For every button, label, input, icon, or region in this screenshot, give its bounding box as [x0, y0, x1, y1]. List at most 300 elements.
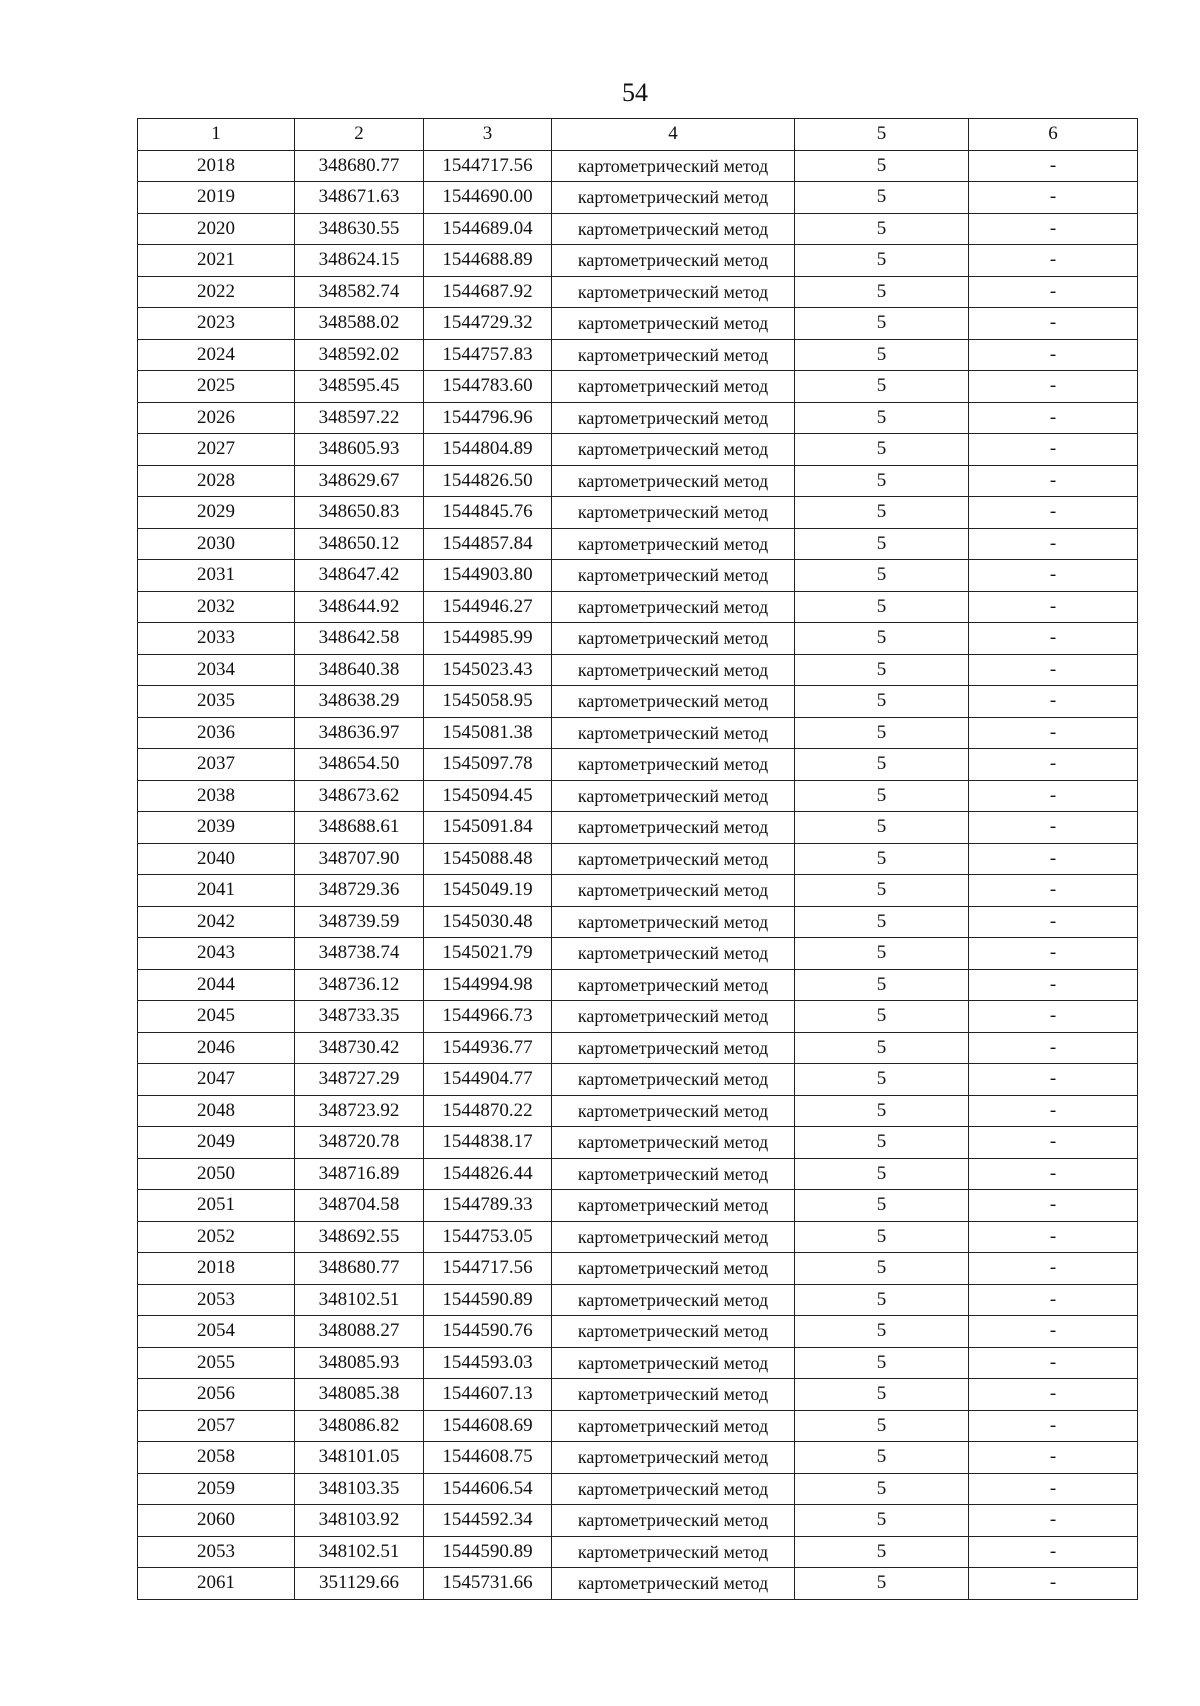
point-number-cell: 2044 — [138, 969, 295, 1001]
accuracy-cell: 5 — [795, 780, 969, 812]
note-cell: - — [969, 1473, 1138, 1505]
table-row — [138, 969, 1138, 1001]
accuracy-cell: 5 — [795, 654, 969, 686]
accuracy-cell: 5 — [795, 1410, 969, 1442]
point-number-cell: 2060 — [138, 1505, 295, 1537]
note-cell: - — [969, 875, 1138, 907]
x-coordinate-cell: 348650.83 — [295, 497, 424, 529]
method-cell: картометрический метод — [552, 1190, 795, 1222]
y-coordinate-cell: 1544607.13 — [424, 1379, 552, 1411]
accuracy-cell: 5 — [795, 1190, 969, 1222]
table-row — [138, 1001, 1138, 1033]
point-number-cell: 2040 — [138, 843, 295, 875]
table-row — [138, 1190, 1138, 1222]
note-cell: - — [969, 276, 1138, 308]
y-coordinate-cell: 1544936.77 — [424, 1032, 552, 1064]
x-coordinate-cell: 348680.77 — [295, 1253, 424, 1285]
table-row — [138, 591, 1138, 623]
table-row — [138, 654, 1138, 686]
x-coordinate-cell: 348640.38 — [295, 654, 424, 686]
table-row — [138, 1158, 1138, 1190]
y-coordinate-cell: 1545021.79 — [424, 938, 552, 970]
table-row — [138, 402, 1138, 434]
note-cell: - — [969, 1064, 1138, 1096]
table-row — [138, 1127, 1138, 1159]
accuracy-cell: 5 — [795, 906, 969, 938]
accuracy-cell: 5 — [795, 213, 969, 245]
table-row — [138, 780, 1138, 812]
point-number-cell: 2022 — [138, 276, 295, 308]
header-cell-4: 4 — [552, 119, 795, 151]
page-number: 54 — [622, 78, 648, 107]
method-cell: картометрический метод — [552, 1505, 795, 1537]
method-cell: картометрический метод — [552, 434, 795, 466]
y-coordinate-cell: 1544857.84 — [424, 528, 552, 560]
header-cell-5: 5 — [795, 119, 969, 151]
point-number-cell: 2061 — [138, 1568, 295, 1600]
x-coordinate-cell: 348688.61 — [295, 812, 424, 844]
accuracy-cell: 5 — [795, 1221, 969, 1253]
y-coordinate-cell: 1544946.27 — [424, 591, 552, 623]
x-coordinate-cell: 348729.36 — [295, 875, 424, 907]
accuracy-cell: 5 — [795, 1505, 969, 1537]
note-cell: - — [969, 812, 1138, 844]
note-cell: - — [969, 1442, 1138, 1474]
accuracy-cell: 5 — [795, 1442, 969, 1474]
x-coordinate-cell: 348086.82 — [295, 1410, 424, 1442]
table-row — [138, 938, 1138, 970]
x-coordinate-cell: 348630.55 — [295, 213, 424, 245]
accuracy-cell: 5 — [795, 1379, 969, 1411]
y-coordinate-cell: 1544717.56 — [424, 1253, 552, 1285]
point-number-cell: 2048 — [138, 1095, 295, 1127]
note-cell: - — [969, 339, 1138, 371]
x-coordinate-cell: 348644.92 — [295, 591, 424, 623]
accuracy-cell: 5 — [795, 1347, 969, 1379]
note-cell: - — [969, 1253, 1138, 1285]
y-coordinate-cell: 1544903.80 — [424, 560, 552, 592]
note-cell: - — [969, 1536, 1138, 1568]
note-cell: - — [969, 150, 1138, 182]
point-number-cell: 2050 — [138, 1158, 295, 1190]
point-number-cell: 2038 — [138, 780, 295, 812]
note-cell: - — [969, 402, 1138, 434]
method-cell: картометрический метод — [552, 749, 795, 781]
y-coordinate-cell: 1544966.73 — [424, 1001, 552, 1033]
y-coordinate-cell: 1544717.56 — [424, 150, 552, 182]
point-number-cell: 2034 — [138, 654, 295, 686]
method-cell: картометрический метод — [552, 938, 795, 970]
y-coordinate-cell: 1544904.77 — [424, 1064, 552, 1096]
x-coordinate-cell: 348671.63 — [295, 182, 424, 214]
x-coordinate-cell: 348102.51 — [295, 1284, 424, 1316]
x-coordinate-cell: 348629.67 — [295, 465, 424, 497]
table-row — [138, 843, 1138, 875]
table-row — [138, 1442, 1138, 1474]
x-coordinate-cell: 348595.45 — [295, 371, 424, 403]
x-coordinate-cell: 348692.55 — [295, 1221, 424, 1253]
point-number-cell: 2018 — [138, 150, 295, 182]
note-cell: - — [969, 1095, 1138, 1127]
point-number-cell: 2033 — [138, 623, 295, 655]
y-coordinate-cell: 1545088.48 — [424, 843, 552, 875]
y-coordinate-cell: 1544796.96 — [424, 402, 552, 434]
method-cell: картометрический метод — [552, 1347, 795, 1379]
accuracy-cell: 5 — [795, 938, 969, 970]
accuracy-cell: 5 — [795, 150, 969, 182]
point-number-cell: 2043 — [138, 938, 295, 970]
note-cell: - — [969, 371, 1138, 403]
point-number-cell: 2029 — [138, 497, 295, 529]
point-number-cell: 2035 — [138, 686, 295, 718]
accuracy-cell: 5 — [795, 497, 969, 529]
accuracy-cell: 5 — [795, 1536, 969, 1568]
accuracy-cell: 5 — [795, 308, 969, 340]
table-row — [138, 1316, 1138, 1348]
method-cell: картометрический метод — [552, 780, 795, 812]
x-coordinate-cell: 348642.58 — [295, 623, 424, 655]
point-number-cell: 2045 — [138, 1001, 295, 1033]
method-cell: картометрический метод — [552, 1473, 795, 1505]
table-row — [138, 1253, 1138, 1285]
y-coordinate-cell: 1545058.95 — [424, 686, 552, 718]
point-number-cell: 2020 — [138, 213, 295, 245]
method-cell: картометрический метод — [552, 1221, 795, 1253]
method-cell: картометрический метод — [552, 528, 795, 560]
y-coordinate-cell: 1544789.33 — [424, 1190, 552, 1222]
accuracy-cell: 5 — [795, 1158, 969, 1190]
table-row — [138, 875, 1138, 907]
note-cell: - — [969, 654, 1138, 686]
table-row — [138, 623, 1138, 655]
note-cell: - — [969, 1001, 1138, 1033]
method-cell: картометрический метод — [552, 654, 795, 686]
note-cell: - — [969, 1284, 1138, 1316]
point-number-cell: 2053 — [138, 1284, 295, 1316]
point-number-cell: 2031 — [138, 560, 295, 592]
method-cell: картометрический метод — [552, 1001, 795, 1033]
point-number-cell: 2037 — [138, 749, 295, 781]
accuracy-cell: 5 — [795, 434, 969, 466]
table-row — [138, 371, 1138, 403]
x-coordinate-cell: 348597.22 — [295, 402, 424, 434]
method-cell: картометрический метод — [552, 182, 795, 214]
point-number-cell: 2051 — [138, 1190, 295, 1222]
table-row — [138, 339, 1138, 371]
y-coordinate-cell: 1545091.84 — [424, 812, 552, 844]
table-row — [138, 1379, 1138, 1411]
x-coordinate-cell: 348720.78 — [295, 1127, 424, 1159]
accuracy-cell: 5 — [795, 245, 969, 277]
accuracy-cell: 5 — [795, 591, 969, 623]
y-coordinate-cell: 1544826.44 — [424, 1158, 552, 1190]
table-row — [138, 560, 1138, 592]
table-row — [138, 213, 1138, 245]
point-number-cell: 2041 — [138, 875, 295, 907]
y-coordinate-cell: 1544985.99 — [424, 623, 552, 655]
table-row — [138, 434, 1138, 466]
point-number-cell: 2024 — [138, 339, 295, 371]
method-cell: картометрический метод — [552, 591, 795, 623]
method-cell: картометрический метод — [552, 1158, 795, 1190]
point-number-cell: 2036 — [138, 717, 295, 749]
x-coordinate-cell: 348650.12 — [295, 528, 424, 560]
point-number-cell: 2042 — [138, 906, 295, 938]
header-cell-3: 3 — [424, 119, 552, 151]
x-coordinate-cell: 348582.74 — [295, 276, 424, 308]
accuracy-cell: 5 — [795, 528, 969, 560]
y-coordinate-cell: 1544687.92 — [424, 276, 552, 308]
y-coordinate-cell: 1544608.69 — [424, 1410, 552, 1442]
note-cell: - — [969, 245, 1138, 277]
point-number-cell: 2026 — [138, 402, 295, 434]
header-cell-6: 6 — [969, 119, 1138, 151]
table-body — [138, 150, 1138, 1599]
method-cell: картометрический метод — [552, 1284, 795, 1316]
point-number-cell: 2057 — [138, 1410, 295, 1442]
method-cell: картометрический метод — [552, 497, 795, 529]
accuracy-cell: 5 — [795, 276, 969, 308]
note-cell: - — [969, 560, 1138, 592]
y-coordinate-cell: 1544592.34 — [424, 1505, 552, 1537]
accuracy-cell: 5 — [795, 182, 969, 214]
y-coordinate-cell: 1545081.38 — [424, 717, 552, 749]
accuracy-cell: 5 — [795, 371, 969, 403]
table-row — [138, 1284, 1138, 1316]
accuracy-cell: 5 — [795, 1095, 969, 1127]
note-cell: - — [969, 1347, 1138, 1379]
y-coordinate-cell: 1544688.89 — [424, 245, 552, 277]
point-number-cell: 2027 — [138, 434, 295, 466]
y-coordinate-cell: 1545097.78 — [424, 749, 552, 781]
y-coordinate-cell: 1545731.66 — [424, 1568, 552, 1600]
point-number-cell: 2018 — [138, 1253, 295, 1285]
y-coordinate-cell: 1544590.89 — [424, 1536, 552, 1568]
table-row — [138, 182, 1138, 214]
table-row — [138, 308, 1138, 340]
point-number-cell: 2019 — [138, 182, 295, 214]
x-coordinate-cell: 348624.15 — [295, 245, 424, 277]
table-row — [138, 1221, 1138, 1253]
method-cell: картометрический метод — [552, 686, 795, 718]
accuracy-cell: 5 — [795, 843, 969, 875]
point-number-cell: 2049 — [138, 1127, 295, 1159]
x-coordinate-cell: 348739.59 — [295, 906, 424, 938]
x-coordinate-cell: 348727.29 — [295, 1064, 424, 1096]
method-cell: картометрический метод — [552, 1032, 795, 1064]
method-cell: картометрический метод — [552, 969, 795, 1001]
note-cell: - — [969, 780, 1138, 812]
note-cell: - — [969, 749, 1138, 781]
note-cell: - — [969, 1221, 1138, 1253]
x-coordinate-cell: 348101.05 — [295, 1442, 424, 1474]
x-coordinate-cell: 348723.92 — [295, 1095, 424, 1127]
method-cell: картометрический метод — [552, 843, 795, 875]
x-coordinate-cell: 348605.93 — [295, 434, 424, 466]
accuracy-cell: 5 — [795, 560, 969, 592]
accuracy-cell: 5 — [795, 465, 969, 497]
x-coordinate-cell: 348704.58 — [295, 1190, 424, 1222]
y-coordinate-cell: 1544690.00 — [424, 182, 552, 214]
point-number-cell: 2023 — [138, 308, 295, 340]
y-coordinate-cell: 1544757.83 — [424, 339, 552, 371]
note-cell: - — [969, 213, 1138, 245]
method-cell: картометрический метод — [552, 812, 795, 844]
x-coordinate-cell: 351129.66 — [295, 1568, 424, 1600]
point-number-cell: 2056 — [138, 1379, 295, 1411]
header-row — [138, 119, 1138, 151]
accuracy-cell: 5 — [795, 402, 969, 434]
method-cell: картометрический метод — [552, 1410, 795, 1442]
table-row — [138, 749, 1138, 781]
method-cell: картометрический метод — [552, 1064, 795, 1096]
point-number-cell: 2053 — [138, 1536, 295, 1568]
accuracy-cell: 5 — [795, 339, 969, 371]
note-cell: - — [969, 1568, 1138, 1600]
table-row — [138, 1505, 1138, 1537]
x-coordinate-cell: 348085.38 — [295, 1379, 424, 1411]
y-coordinate-cell: 1544590.76 — [424, 1316, 552, 1348]
y-coordinate-cell: 1544689.04 — [424, 213, 552, 245]
table-row — [138, 1536, 1138, 1568]
table-row — [138, 717, 1138, 749]
table-row — [138, 150, 1138, 182]
table-row — [138, 276, 1138, 308]
coordinates-table — [137, 118, 1138, 1600]
table-row — [138, 906, 1138, 938]
accuracy-cell: 5 — [795, 717, 969, 749]
method-cell: картометрический метод — [552, 1568, 795, 1600]
note-cell: - — [969, 528, 1138, 560]
table-row — [138, 1473, 1138, 1505]
method-cell: картометрический метод — [552, 402, 795, 434]
point-number-cell: 2055 — [138, 1347, 295, 1379]
method-cell: картометрический метод — [552, 150, 795, 182]
x-coordinate-cell: 348636.97 — [295, 717, 424, 749]
accuracy-cell: 5 — [795, 969, 969, 1001]
x-coordinate-cell: 348673.62 — [295, 780, 424, 812]
method-cell: картометрический метод — [552, 560, 795, 592]
table-row — [138, 1032, 1138, 1064]
y-coordinate-cell: 1544593.03 — [424, 1347, 552, 1379]
y-coordinate-cell: 1545023.43 — [424, 654, 552, 686]
point-number-cell: 2039 — [138, 812, 295, 844]
accuracy-cell: 5 — [795, 1284, 969, 1316]
note-cell: - — [969, 1379, 1138, 1411]
y-coordinate-cell: 1544826.50 — [424, 465, 552, 497]
table-row — [138, 1095, 1138, 1127]
method-cell: картометрический метод — [552, 465, 795, 497]
note-cell: - — [969, 434, 1138, 466]
table-row — [138, 465, 1138, 497]
x-coordinate-cell: 348103.35 — [295, 1473, 424, 1505]
y-coordinate-cell: 1544753.05 — [424, 1221, 552, 1253]
x-coordinate-cell: 348103.92 — [295, 1505, 424, 1537]
point-number-cell: 2052 — [138, 1221, 295, 1253]
x-coordinate-cell: 348102.51 — [295, 1536, 424, 1568]
note-cell: - — [969, 1505, 1138, 1537]
method-cell: картометрический метод — [552, 276, 795, 308]
accuracy-cell: 5 — [795, 1032, 969, 1064]
note-cell: - — [969, 591, 1138, 623]
note-cell: - — [969, 623, 1138, 655]
y-coordinate-cell: 1545030.48 — [424, 906, 552, 938]
method-cell: картометрический метод — [552, 1536, 795, 1568]
accuracy-cell: 5 — [795, 1253, 969, 1285]
x-coordinate-cell: 348592.02 — [295, 339, 424, 371]
point-number-cell: 2058 — [138, 1442, 295, 1474]
note-cell: - — [969, 497, 1138, 529]
x-coordinate-cell: 348638.29 — [295, 686, 424, 718]
method-cell: картометрический метод — [552, 717, 795, 749]
accuracy-cell: 5 — [795, 1568, 969, 1600]
y-coordinate-cell: 1545049.19 — [424, 875, 552, 907]
table-row — [138, 1568, 1138, 1600]
x-coordinate-cell: 348738.74 — [295, 938, 424, 970]
note-cell: - — [969, 465, 1138, 497]
x-coordinate-cell: 348680.77 — [295, 150, 424, 182]
point-number-cell: 2032 — [138, 591, 295, 623]
method-cell: картометрический метод — [552, 623, 795, 655]
point-number-cell: 2059 — [138, 1473, 295, 1505]
point-number-cell: 2030 — [138, 528, 295, 560]
point-number-cell: 2054 — [138, 1316, 295, 1348]
method-cell: картометрический метод — [552, 1442, 795, 1474]
point-number-cell: 2025 — [138, 371, 295, 403]
y-coordinate-cell: 1544729.32 — [424, 308, 552, 340]
note-cell: - — [969, 1032, 1138, 1064]
note-cell: - — [969, 969, 1138, 1001]
y-coordinate-cell: 1544845.76 — [424, 497, 552, 529]
y-coordinate-cell: 1544804.89 — [424, 434, 552, 466]
note-cell: - — [969, 1316, 1138, 1348]
table-row — [138, 1410, 1138, 1442]
accuracy-cell: 5 — [795, 1001, 969, 1033]
y-coordinate-cell: 1544994.98 — [424, 969, 552, 1001]
method-cell: картометрический метод — [552, 339, 795, 371]
point-number-cell: 2028 — [138, 465, 295, 497]
x-coordinate-cell: 348707.90 — [295, 843, 424, 875]
x-coordinate-cell: 348736.12 — [295, 969, 424, 1001]
x-coordinate-cell: 348654.50 — [295, 749, 424, 781]
method-cell: картометрический метод — [552, 1379, 795, 1411]
table-row — [138, 245, 1138, 277]
accuracy-cell: 5 — [795, 875, 969, 907]
accuracy-cell: 5 — [795, 1473, 969, 1505]
table-row — [138, 1347, 1138, 1379]
method-cell: картометрический метод — [552, 213, 795, 245]
x-coordinate-cell: 348647.42 — [295, 560, 424, 592]
header-cell-1: 1 — [138, 119, 295, 151]
y-coordinate-cell: 1544590.89 — [424, 1284, 552, 1316]
table-row — [138, 812, 1138, 844]
method-cell: картометрический метод — [552, 371, 795, 403]
point-number-cell: 2047 — [138, 1064, 295, 1096]
y-coordinate-cell: 1544608.75 — [424, 1442, 552, 1474]
table-row — [138, 686, 1138, 718]
note-cell: - — [969, 1127, 1138, 1159]
x-coordinate-cell: 348088.27 — [295, 1316, 424, 1348]
accuracy-cell: 5 — [795, 1316, 969, 1348]
header-cell-2: 2 — [295, 119, 424, 151]
method-cell: картометрический метод — [552, 906, 795, 938]
accuracy-cell: 5 — [795, 749, 969, 781]
note-cell: - — [969, 843, 1138, 875]
table-row — [138, 528, 1138, 560]
table-row — [138, 497, 1138, 529]
y-coordinate-cell: 1544870.22 — [424, 1095, 552, 1127]
accuracy-cell: 5 — [795, 812, 969, 844]
